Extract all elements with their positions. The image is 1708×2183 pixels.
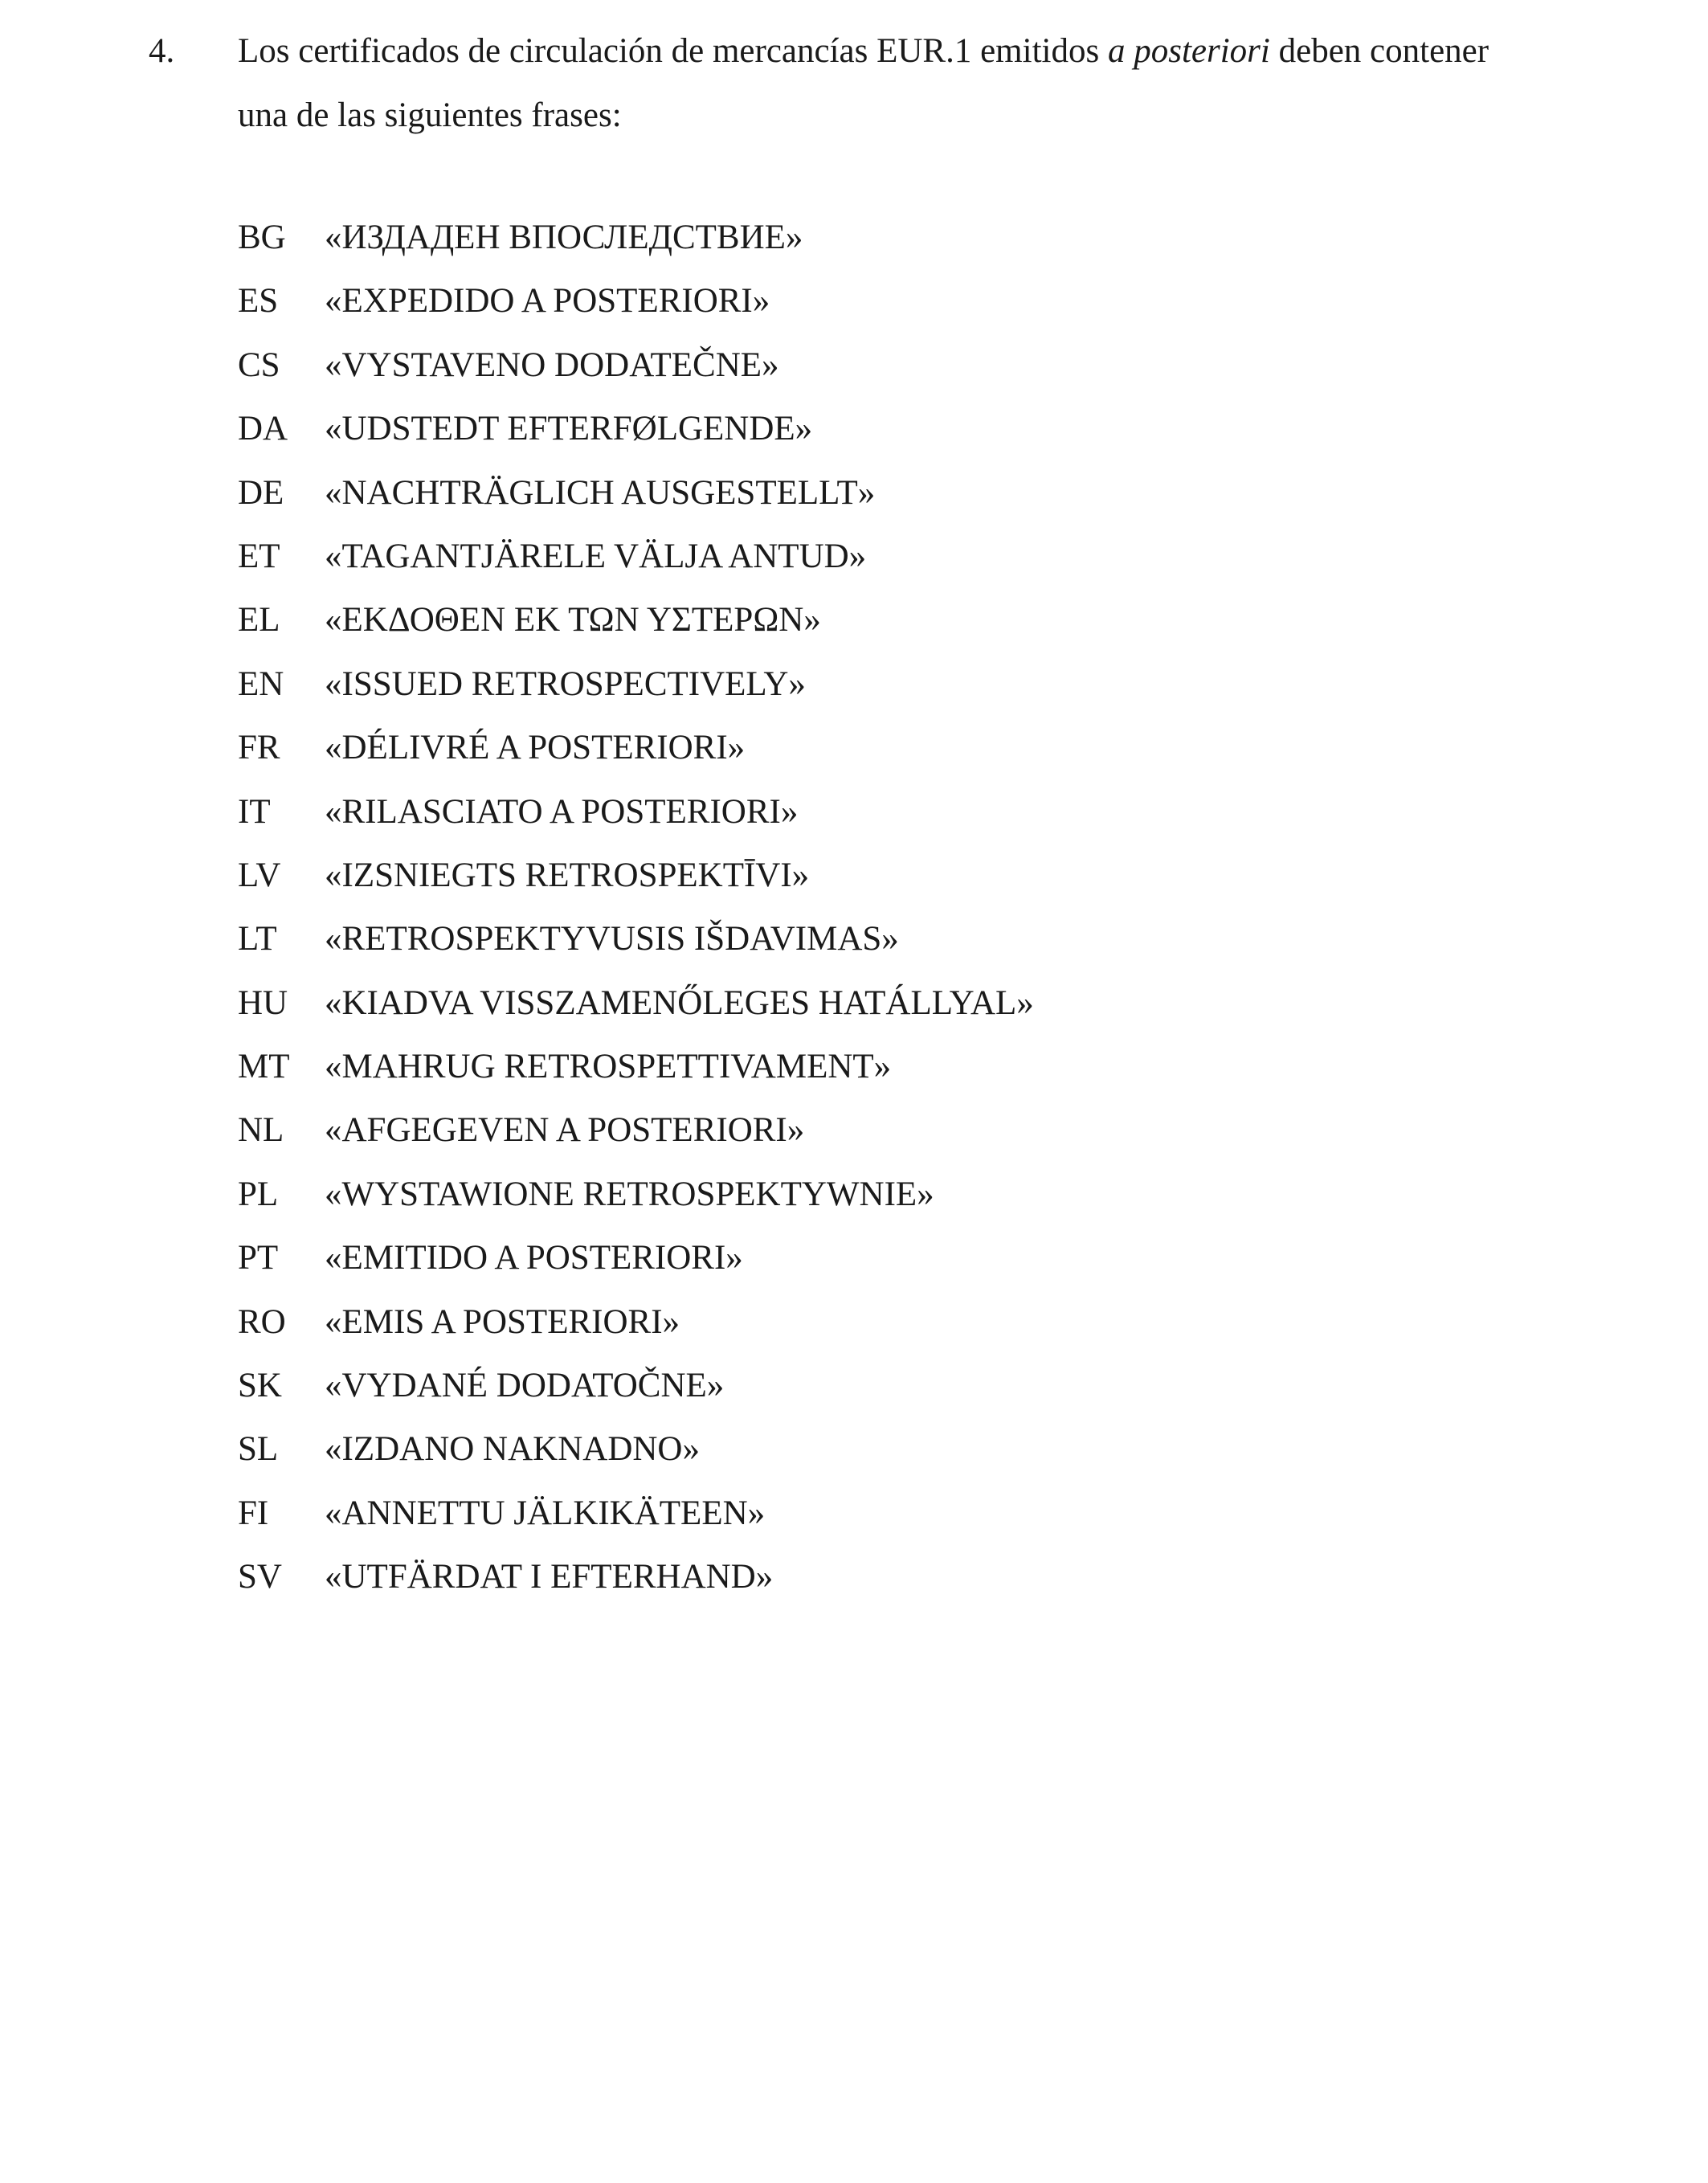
phrase-text: «WYSTAWIONE RETROSPEKTYWNIE» xyxy=(325,1175,934,1213)
phrase-text: «UDSTEDT EFTERFØLGENDE» xyxy=(325,410,813,448)
language-code: HU xyxy=(238,983,288,1022)
phrase-row-sl xyxy=(238,1417,1523,1481)
phrase-text: «DÉLIVRÉ A POSTERIORI» xyxy=(325,729,746,767)
paragraph-text xyxy=(238,19,1604,148)
language-code: SK xyxy=(238,1367,282,1405)
phrase-text: «TAGANTJÄRELE VÄLJA ANTUD» xyxy=(325,537,867,575)
language-code: LT xyxy=(238,920,277,959)
phrase-row-et xyxy=(238,525,1523,588)
paragraph-line-1-italic: a posteriori xyxy=(1107,32,1270,70)
language-code: ES xyxy=(238,282,279,321)
phrase-row-en xyxy=(238,652,1523,716)
language-code: RO xyxy=(238,1302,286,1341)
phrase-row-fi xyxy=(238,1482,1523,1545)
language-code: EL xyxy=(238,601,280,640)
phrase-text: «IZSNIEGTS RETROSPEKTĪVI» xyxy=(325,856,810,894)
language-code: SV xyxy=(238,1558,282,1596)
phrase-row-hu xyxy=(238,971,1523,1035)
phrase-text: «EMIS A POSTERIORI» xyxy=(325,1302,680,1341)
language-code: MT xyxy=(238,1048,290,1086)
language-code: DA xyxy=(238,410,288,448)
phrase-row-fr xyxy=(238,716,1523,779)
phrase-text: «EXPEDIDO A POSTERIORI» xyxy=(325,282,770,321)
phrase-text: «NACHTRÄGLICH AUSGESTELLT» xyxy=(325,473,876,512)
phrase-text: «ΕΚΔΟΘΕΝ ΕΚ ΤΩΝ ΥΣΤΕΡΩΝ» xyxy=(325,601,821,640)
phrase-text: «KIADVA VISSZAMENŐLEGES HATÁLLYAL» xyxy=(325,983,1034,1022)
phrase-row-ro xyxy=(238,1290,1523,1354)
language-code: ET xyxy=(238,537,280,575)
phrase-row-es xyxy=(238,269,1523,333)
paragraph-line-1-prefix: Los certificados de circulación de mercancías EUR.1 emitidos xyxy=(238,32,1108,70)
phrase-row-sk xyxy=(238,1354,1523,1417)
phrase-row-pl xyxy=(238,1163,1523,1226)
language-code: SL xyxy=(238,1430,279,1469)
language-code: NL xyxy=(238,1111,284,1150)
phrase-text: «UTFÄRDAT I EFTERHAND» xyxy=(325,1558,774,1596)
language-code: DE xyxy=(238,473,284,512)
phrase-row-cs xyxy=(238,333,1523,397)
phrase-list xyxy=(238,206,1523,1609)
language-code: EN xyxy=(238,664,284,703)
language-code: BG xyxy=(238,219,286,256)
language-code: FI xyxy=(238,1494,269,1532)
phrase-row-sv xyxy=(238,1545,1523,1609)
phrase-row-it xyxy=(238,780,1523,844)
phrase-row-mt xyxy=(238,1035,1523,1098)
language-code: PT xyxy=(238,1239,279,1278)
phrase-text: «VYSTAVENO DODATEČNE» xyxy=(325,345,779,384)
phrase-text: «RILASCIATO A POSTERIORI» xyxy=(325,792,799,831)
language-code: IT xyxy=(238,792,271,831)
phrase-text: «ИЗДАДЕН ВПОСЛЕДСТВИЕ» xyxy=(325,219,803,256)
phrase-row-pt xyxy=(238,1226,1523,1290)
phrase-text: «RETROSPEKTYVUSIS IŠDAVIMAS» xyxy=(325,920,899,959)
paragraph-line-1-suffix: deben contener xyxy=(1269,32,1489,70)
phrase-row-lv xyxy=(238,844,1523,907)
phrase-row-da xyxy=(238,397,1523,460)
phrase-row-el xyxy=(238,588,1523,652)
phrase-text: «AFGEGEVEN A POSTERIORI» xyxy=(325,1111,805,1150)
phrase-row-de xyxy=(238,461,1523,525)
phrase-text: «MAHRUG RETROSPETTIVAMENT» xyxy=(325,1048,892,1086)
phrase-text: «VYDANÉ DODATOČNE» xyxy=(325,1367,725,1405)
language-code: CS xyxy=(238,345,280,384)
phrase-text: «EMITIDO A POSTERIORI» xyxy=(325,1239,743,1278)
phrase-text: «ANNETTU JÄLKIKÄTEEN» xyxy=(325,1494,766,1532)
language-code: PL xyxy=(238,1175,279,1213)
phrase-row-bg xyxy=(238,206,1523,269)
phrase-text: «ISSUED RETROSPECTIVELY» xyxy=(325,664,806,703)
language-code: FR xyxy=(238,729,280,767)
phrase-text: «IZDANO NAKNADNO» xyxy=(325,1430,700,1469)
language-code: LV xyxy=(238,856,281,894)
phrase-row-nl xyxy=(238,1098,1523,1162)
paragraph-number: 4. xyxy=(149,32,175,70)
phrase-row-lt xyxy=(238,907,1523,971)
paragraph-line-2: una de las siguientes frases: xyxy=(238,96,622,134)
paragraph-line-1 xyxy=(238,19,1604,84)
